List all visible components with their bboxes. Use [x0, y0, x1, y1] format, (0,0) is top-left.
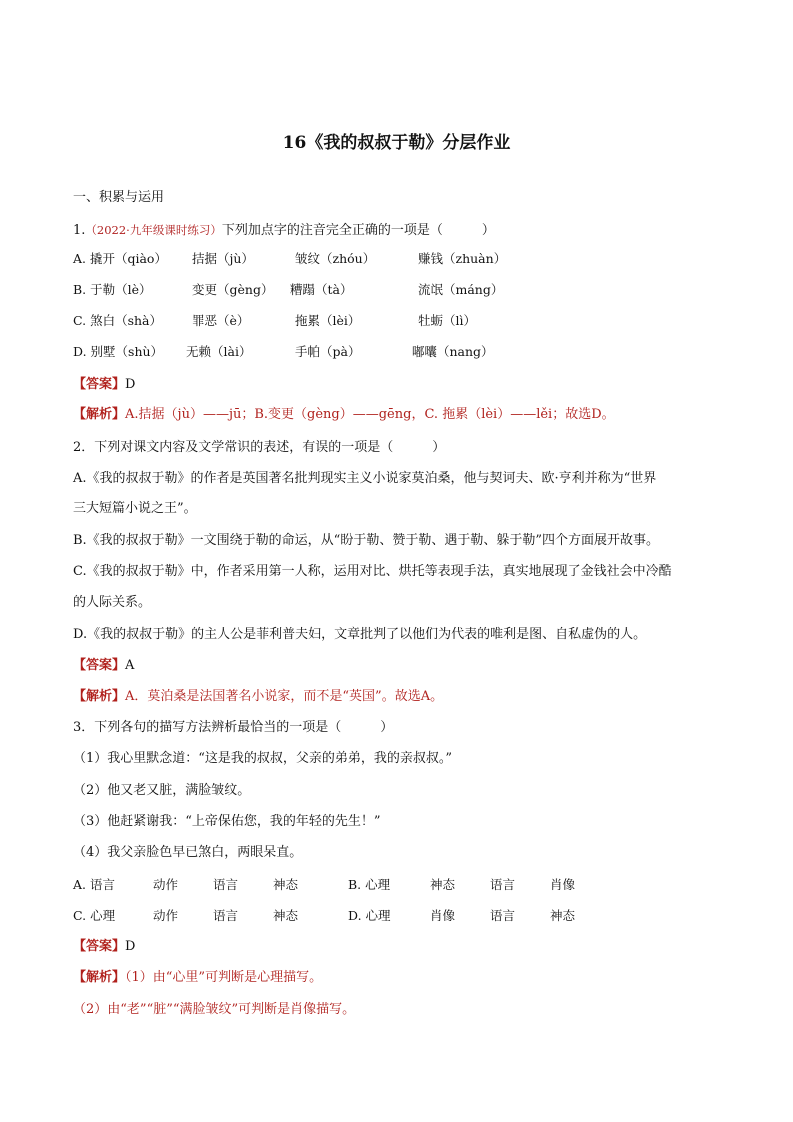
answer-tag: 【答案】	[73, 939, 126, 954]
option-cell: C. 煞白（shà）	[73, 313, 162, 328]
question-2-option: D.《我的叔叔于勒》的主人公是菲利普夫妇，文章批判了以他们为代表的唯利是图、自私虚伪的人。	[73, 627, 647, 642]
option-cell: 神态	[550, 908, 576, 923]
answer-line	[73, 656, 134, 676]
option-cell: 皱纹（zhóu）	[295, 251, 376, 266]
option-cell: D. 心理	[348, 908, 391, 923]
analysis-tag: 【解析】	[73, 407, 126, 422]
question-1-stem	[73, 220, 495, 241]
option-cell: A. 撬开（qiào）	[73, 251, 167, 266]
option-cell: 牡蛎（lì）	[418, 313, 476, 328]
option-cell: D. 别墅（shù）	[73, 344, 164, 359]
option-cell: 嘟囔（nang）	[412, 344, 494, 359]
analysis-line	[73, 405, 615, 425]
answer-tag: 【答案】	[73, 377, 126, 392]
option-cell: C. 心理	[73, 908, 116, 923]
analysis-text: （1）由“心里”可判断是心理描写。	[125, 970, 323, 985]
option-cell: A. 语言	[73, 877, 115, 892]
option-cell: 流氓（máng）	[418, 282, 504, 297]
option-cell: 手帕（pà）	[295, 344, 361, 359]
option-cell: B. 心理	[348, 877, 391, 892]
question-3-stem: 3．下列各句的描写方法辨析最恰当的一项是（ ）	[73, 720, 394, 735]
option-cell: 拖累（lèi）	[295, 313, 361, 328]
question-2-option: C.《我的叔叔于勒》中，作者采用第一人称，运用对比、烘托等表现手法，真实地展现了金钱社会中冷酷	[73, 564, 672, 579]
option-cell: 语言	[490, 908, 516, 923]
answer-tag: 【答案】	[73, 658, 126, 673]
analysis-line	[73, 968, 322, 988]
option-cell: 语言	[213, 877, 239, 892]
question-2-option: A.《我的叔叔于勒》的作者是英国著名批判现实主义小说家莫泊桑，他与契诃夫、欧·亨利并称为“世界	[73, 471, 657, 486]
answer-line	[73, 937, 135, 957]
question-2-option: B.《我的叔叔于勒》一文围绕于勒的命运，从“盼于勒、赞于勒、遇于勒、躲于勒”四个方面展开故事。	[73, 533, 659, 548]
analysis-line-2: （2）由“老”“脏”“满脸皱纹”可判断是肖像描写。	[73, 1002, 356, 1017]
option-cell: 糟蹋（tà）	[290, 282, 353, 297]
option-cell: 拮据（jù）	[192, 251, 254, 266]
option-cell: 神态	[273, 877, 299, 892]
analysis-text: A.拮据（jù）——jū；B.变更（gèng）——gēng，C. 拖累（lèi）——lěi；故选D。	[125, 407, 615, 422]
question-number: 1.	[73, 223, 86, 238]
question-2-stem: 2．下列对课文内容及文学常识的表述，有误的一项是（ ）	[73, 440, 446, 455]
question-text: 下列加点字的注音完全正确的一项是（ ）	[221, 223, 495, 238]
option-cell: 神态	[273, 908, 299, 923]
answer-value: D	[125, 377, 136, 392]
option-cell: 神态	[430, 877, 456, 892]
option-cell: B. 于勒（lè）	[73, 282, 152, 297]
option-cell: 动作	[153, 877, 179, 892]
answer-line	[73, 375, 135, 395]
section-heading: 一、积累与运用	[73, 190, 165, 205]
question-source: （2022·九年级课时练习）	[85, 223, 222, 237]
analysis-tag: 【解析】	[73, 970, 126, 985]
page-title: 16《我的叔叔于勒》分层作业	[282, 133, 511, 153]
question-3-sentence: （2）他又老又脏，满脸皱纹。	[73, 783, 251, 798]
option-cell: 肖像	[550, 877, 576, 892]
question-3-sentence: （1）我心里默念道：“这是我的叔叔，父亲的弟弟，我的亲叔叔。”	[73, 751, 453, 766]
option-cell: 罪恶（è）	[192, 313, 250, 328]
option-cell: 变更（gèng）	[192, 282, 274, 297]
question-3-sentence: （3）他赶紧谢我：“上帝保佑您，我的年轻的先生！”	[73, 814, 381, 829]
question-2-option: 三大短篇小说之王”。	[73, 501, 197, 516]
answer-value: D	[125, 939, 136, 954]
option-cell: 语言	[490, 877, 516, 892]
option-cell: 肖像	[430, 908, 456, 923]
option-cell: 赚钱（zhuàn）	[418, 251, 507, 266]
question-2-option: 的人际关系。	[73, 595, 152, 610]
analysis-text: A．莫泊桑是法国著名小说家，而不是“英国”。故选A。	[125, 689, 444, 704]
answer-value: A	[125, 658, 135, 673]
option-cell: 动作	[153, 908, 179, 923]
option-cell: 语言	[213, 908, 239, 923]
question-3-sentence: （4）我父亲脸色早已煞白，两眼呆直。	[73, 845, 303, 860]
analysis-tag: 【解析】	[73, 689, 126, 704]
option-cell: 无赖（lài）	[186, 344, 252, 359]
analysis-line	[73, 687, 443, 707]
